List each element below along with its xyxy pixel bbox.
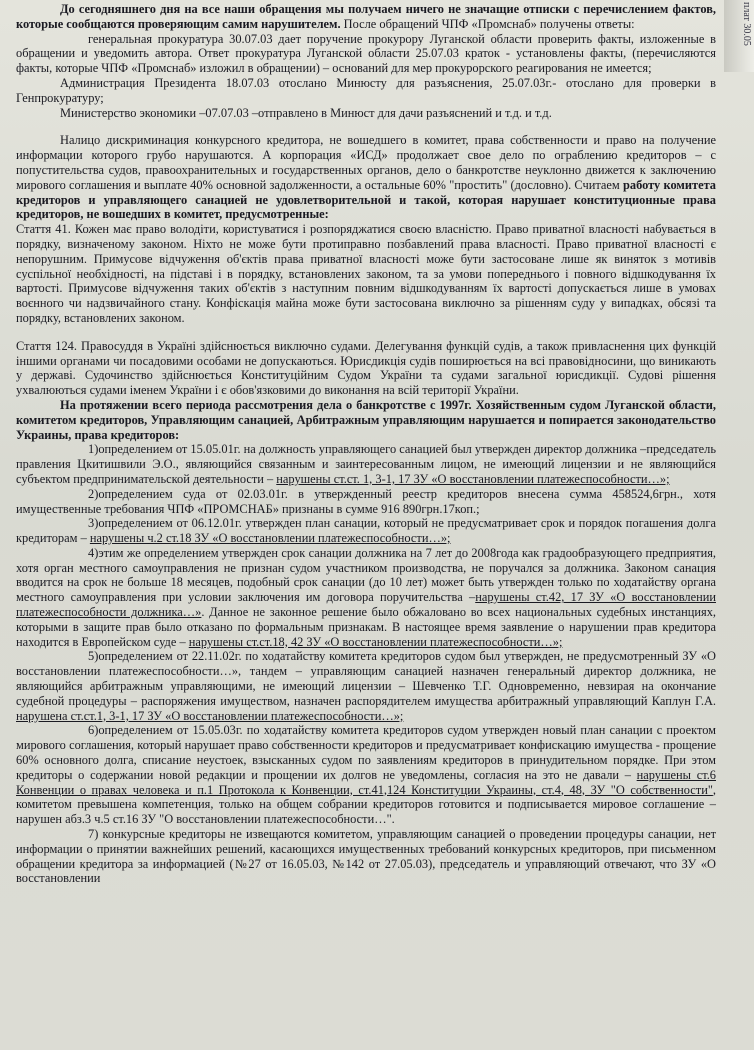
bold-text: работу комитета кредиторов и управляющего санацией не удовлетворительной и такой, которая нарушает конституционные права кредиторов, не вошедших в комитет, предусмотренные: (16, 177, 716, 222)
paragraph (16, 827, 716, 886)
text-run: . Данное не законное решение было обжаловано во всех национальных судебных инстанциях, которыми в защите прав было отказано по формальным признакам. В настоящее время заявление о нарушении прав кредитора находится в Европейском суде – (16, 605, 716, 649)
text-run: После обращений ЧПФ «Промснаб» получены ответы: (340, 16, 635, 31)
paragraph (16, 398, 716, 442)
paragraph (16, 2, 716, 32)
bold-text: До сегодняшнего дня на все наши обращения мы получаем ничего не значащие отписки с перечислением фактов, которые сообщаются проверяющим самим нарушителем. (16, 2, 716, 31)
underlined-text: нарушена ст.ст.1, 3-1, 17 ЗУ «О восстановлении платежеспособности…»; (16, 708, 404, 723)
paragraph (16, 133, 716, 222)
paragraph-spacer (16, 326, 716, 339)
paragraph (16, 649, 716, 723)
document-body (16, 2, 716, 886)
paragraph (16, 442, 716, 486)
text-run: Стаття 124. Правосуддя в Україні здійснюється виключно судами. Делегування функцій судів, а також привласнення цих функцій іншими органами чи посадовими особами не допускаються. Юрисдикція судів поширюється на всі правовідносини, що виникають у державі. Судочинство здійснюється Конституційним Судом України та судами загальної юрисдикції. Судові рішення ухвалюються судами іменем України і є обов'язковими до виконання на всій території України. (16, 338, 716, 398)
underlined-text: нарушены ст.6 Конвенции о правах человека и п.1 Протокола к Конвенции, ст.41,124 Конституции Украины, ст.4, 48, ЗУ "О собственности" (16, 767, 716, 797)
text-run: Налицо дискриминация конкурсного кредитора, не вошедшего в комитет, права собственности и право на получение информации которого грубо нарушаются. А корпорация «ИСД» продолжает свое дело по ограблению кредиторов – с попустительства судов, правоохранительных и государственных органов, дело о банкротстве неуклонно движется к заключению мирового соглашения и выплате 40% основной задолженности, а остальные 60% "простить" (дословно). Считаем (16, 133, 716, 192)
text-run: 3)определением от 06.12.01г. утвержден план санации, который не предусматривает срок и порядок погашения долга кредиторам – (16, 516, 716, 546)
paragraph (16, 222, 716, 326)
paragraph (16, 723, 716, 827)
underlined-text: нарушены ч.2 ст.18 ЗУ «О восстановлении платежеспособности…»; (89, 531, 451, 546)
underlined-text: нарушены ст.ст.18, 42 ЗУ «О восстановлении платежеспособности…»; (188, 634, 563, 649)
paragraph (16, 487, 716, 517)
paragraph (16, 546, 716, 650)
paragraph (16, 516, 716, 546)
paragraph-spacer (16, 120, 716, 133)
paragraph (16, 32, 716, 76)
text-run: 6)определением от 15.05.03г. по ходатайству комитета кредиторов судом утвержден новый план санации с проектом мирового соглашения, который нарушает право собственности кредиторов и предусматривает конфискацию имущества - прощение 60% основного долга, списание неустоек, взысканных судом по заявлениям кредиторов в принудительном порядке. При этом кредиторы о содержании новой редакции и прощении их долгов не уведомлены, согласия на это не давали – (16, 723, 716, 782)
text-run: Министерство экономики –07.07.03 –отправлено в Минюст для дачи разъяснений и т.д. и т.д. (60, 105, 552, 120)
text-run: , комитетом превышена компетенция, только на общем собрании кредиторов готовится и подписывается мировое соглашение –нарушен абз.3 ч.5 ст.16 ЗУ "О восстановлении платежеспособности…". (16, 782, 716, 827)
text-run: 1)определением от 15.05.01г. на должность управляющего санацией был утвержден директор должника –председатель правления Цкитишвили Э.О., являющийся связанным и заинтересованным лицом, не имеющий лицензии и не являющийся субъектом предпринимательской деятельности – (16, 442, 716, 486)
text-run: 7) конкурсные кредиторы не извещаются комитетом, управляющим санацией о проведении процедуры санации, нет информации о принятии важнейших решений, касающихся имущественных требований конкурсных кредиторов, при письменном обращении кредитора за информацией (№27 от 16.05.03, №142 от 27.05.03), председатель и управляющий отвечают, что ЗУ «О восстановлении (16, 827, 716, 886)
text-run: 5)определением от 22.11.02г. по ходатайству комитета кредиторов судом был утвержден, не предусмотренный ЗУ «О восстановлении платежеспособности…», тандем – управляющим санацией назначен генеральный директор должника, не являющийся арбитражным управляющими, не имеющий лицензии – Шевченко Т.Г. Одновременно, невзирая на окончание судебной процедуры – распоряжения имуществом, назначен распорядителем имущества арбитражный управляющий Каплун Г.А. (16, 649, 716, 708)
text-run: Администрация Президента 18.07.03 отослано Минюсту для разъяснения, 25.07.03г.- отослано для проверки в Генпрокуратуру; (16, 75, 716, 105)
paragraph (16, 339, 716, 398)
paragraph (16, 76, 716, 106)
corner-stamp: плат 30.05 (724, 0, 754, 72)
underlined-text: нарушены ст.42, 17 ЗУ «О восстановлении платежеспособности должника…» (16, 590, 716, 620)
text-run: Стаття 41. Кожен має право володіти, користуватися і розпоряджатися своєю власністю. Право приватної власності набувається в порядку, визначеному законом. Ніхто не може бути протиправно позбавлений права власності. Право приватної власності є непорушним. Примусове відчуження об'єктів права приватної власності може бути застосоване лише як виняток з мотивів суспільної необхідності, на підставі і в порядку, встановлених законом, та за умови попереднього і повного відшкодування їх вартості. Примусове відчуження таких об'єктів з наступним повним відшкодуванням їх вартості допускається лише в умовах воєнного чи надзвичайного стану. Конфіскація майна може бути застосована виключно за рішенням суду у випадках, обсязі та порядку, встановлених законом. (16, 222, 716, 325)
text-run: генеральная прокуратура 30.07.03 дает поручение прокурору Луганской области проверить факты, изложенные в обращении и уведомить автора. Ответ прокуратура Луганской области 25.07.03 краток - установлены факты, (перечисляются факты, которые ЧПФ «Промснаб» изложил в обращении) – оснований для мер прокурорского реагирования не имеется; (16, 31, 716, 76)
text-run: 2)определением суда от 02.03.01г. в утвержденный реестр кредиторов внесена сумма 458524,6грн., хотя имущественные требования ЧПФ «ПРОМСНАБ» признаны в сумме 916 890грн.17коп.; (16, 486, 716, 516)
bold-text: На протяжении всего периода рассмотрения дела о банкротстве с 1997г. Хозяйственным судом Луганской области, комитетом кредиторов, Управляющим санацией, Арбитражным управляющим нарушается и попирается законодательство Украины, права кредиторов: (16, 397, 716, 442)
paragraph (16, 106, 716, 121)
underlined-text: нарушены ст.ст. 1, 3-1, 17 ЗУ «О восстановлении платежеспособности…»; (276, 471, 670, 486)
text-run: 4)этим же определением утвержден срок санации должника на 7 лет до 2008года как градообразующего предприятия, хотя орган местного самоуправления не признан судом участником производства, не поручался за должника. Законом санация вводится на срок не больше 18 месяцев, подобный срок санации (до 10 лет) может быть утвержден только по ходатайству органа местного самоуправления при условии заключения им договора поручительства – (16, 545, 716, 605)
